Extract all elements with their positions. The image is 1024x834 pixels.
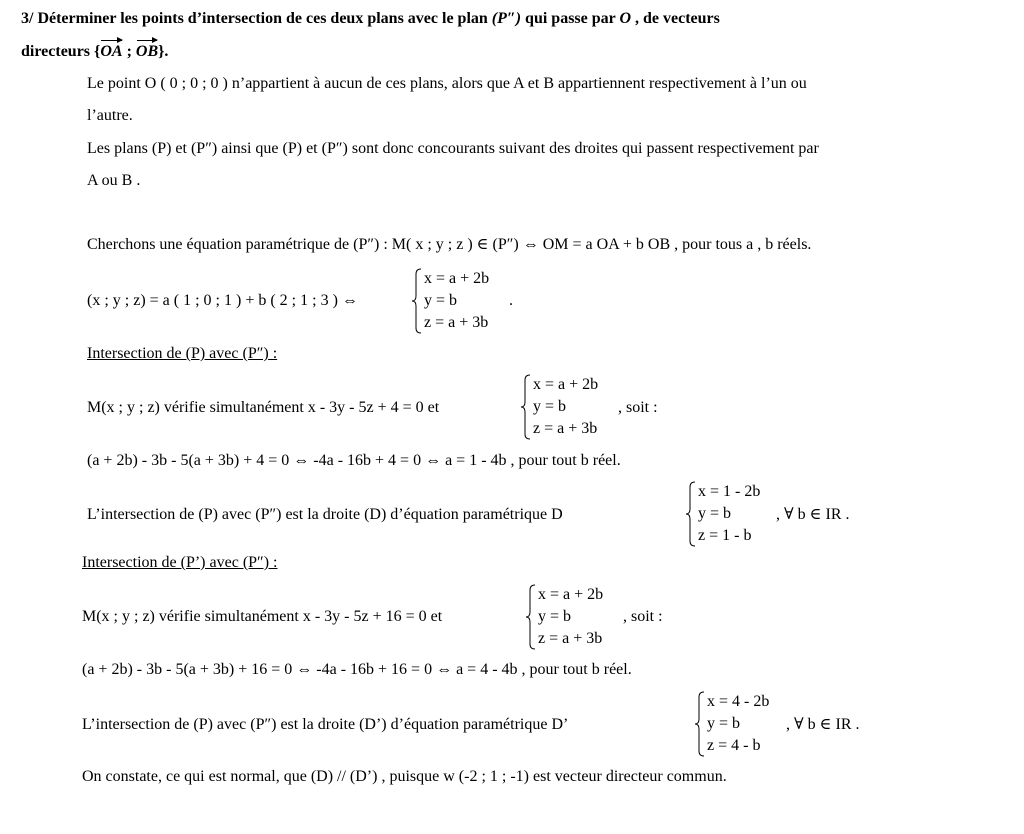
left-brace-icon (526, 584, 536, 650)
section-heading: Intersection de (P’) avec (P″) : (82, 554, 278, 571)
title-text-mid: qui passe par (521, 10, 620, 27)
param-dot: . (509, 292, 513, 309)
vector-OB: OB (135, 43, 159, 60)
system-line: z = 4 - b (707, 737, 761, 754)
equation-system (412, 268, 522, 334)
equation-system (686, 481, 786, 547)
equation-system (521, 374, 631, 440)
left-brace-icon (695, 691, 705, 757)
vector-OA: OA (100, 43, 123, 60)
system-line: z = a + 3b (424, 314, 489, 331)
system-line: x = 4 - 2b (707, 693, 770, 710)
section-line: M(x ; y ; z) vérifie simultanément x - 3y - 5z + 16 = 0 et (82, 608, 443, 625)
param-equation-left: (x ; y ; z) = a ( 1 ; 0 ; 1 ) + b ( 2 ; 1 ; 3 ) ⇔ (87, 292, 358, 309)
paragraph-line: Le point O ( 0 ; 0 ; 0 ) n’appartient à aucun de ces plans, alors que A et B appartiennent respectivement à l’un ou (87, 75, 807, 92)
system-line: y = b (424, 292, 458, 309)
exercise-title-line1 (21, 9, 720, 29)
param-equation-line: Cherchons une équation paramétrique de (P″) : M( x ; y ; z ) ∈ (P″) ⇔ OM = a OA + b OB , pour tous a , b réels. (87, 236, 812, 253)
exercise-title-line2 (21, 42, 168, 62)
system-line: x = a + 2b (424, 270, 490, 287)
section-line: (a + 2b) - 3b - 5(a + 3b) + 16 = 0 ⇔ -4a - 16b + 16 = 0 ⇔ a = 4 - 4b , pour tout b réel. (82, 661, 632, 678)
section-line: M(x ; y ; z) vérifie simultanément x - 3y - 5z + 4 = 0 et (87, 399, 440, 416)
system-line: x = a + 2b (538, 586, 604, 603)
section-line: L’intersection de (P) avec (P″) est la droite (D) d’équation paramétrique D (87, 506, 563, 523)
title-close: }. (158, 43, 169, 60)
section-line: L’intersection de (P) avec (P″) est la droite (D’) d’équation paramétrique D’ (82, 716, 569, 733)
equation-system (695, 691, 795, 757)
system-line: x = 1 - 2b (698, 483, 761, 500)
system-line: y = b (707, 715, 741, 732)
title-separator: ; (122, 43, 136, 60)
paragraph-line: l’autre. (87, 107, 133, 124)
system-line: x = a + 2b (533, 376, 599, 393)
title-origin: O (619, 10, 632, 27)
section-line-end: , soit : (618, 399, 658, 416)
paragraph-line: Les plans (P) et (P″) ainsi que (P) et (P″) sont donc concourants suivant des droites qui passent respectivement par (87, 140, 819, 157)
system-line: z = 1 - b (698, 527, 752, 544)
title-text-end: , de vecteurs (631, 10, 720, 27)
section-line-end: , ∀ b ∈ IR . (786, 716, 860, 733)
title-plane: (P″) (491, 10, 522, 27)
left-brace-icon (686, 481, 696, 547)
left-brace-icon (521, 374, 531, 440)
system-line: y = b (538, 608, 572, 625)
system-line: y = b (698, 505, 732, 522)
equation-system (526, 584, 636, 650)
section-heading: Intersection de (P) avec (P″) : (87, 345, 278, 362)
section-line: (a + 2b) - 3b - 5(a + 3b) + 4 = 0 ⇔ -4a - 16b + 4 = 0 ⇔ a = 1 - 4b , pour tout b réel. (87, 452, 621, 469)
system-line: z = a + 3b (538, 630, 603, 647)
section-line-end: , soit : (623, 608, 663, 625)
conclusion-line: On constate, ce qui est normal, que (D) // (D’) , puisque w (-2 ; 1 ; -1) est vecteur directeur commun. (82, 768, 727, 785)
section-line-end: , ∀ b ∈ IR . (776, 506, 850, 523)
system-line: z = a + 3b (533, 420, 598, 437)
left-brace-icon (412, 268, 422, 334)
paragraph-line: A ou B . (87, 172, 141, 189)
system-line: y = b (533, 398, 567, 415)
title-text: 3/ Déterminer les points d’intersection de ces deux plans avec le plan (21, 10, 492, 27)
title-directeurs: directeurs { (21, 43, 101, 60)
